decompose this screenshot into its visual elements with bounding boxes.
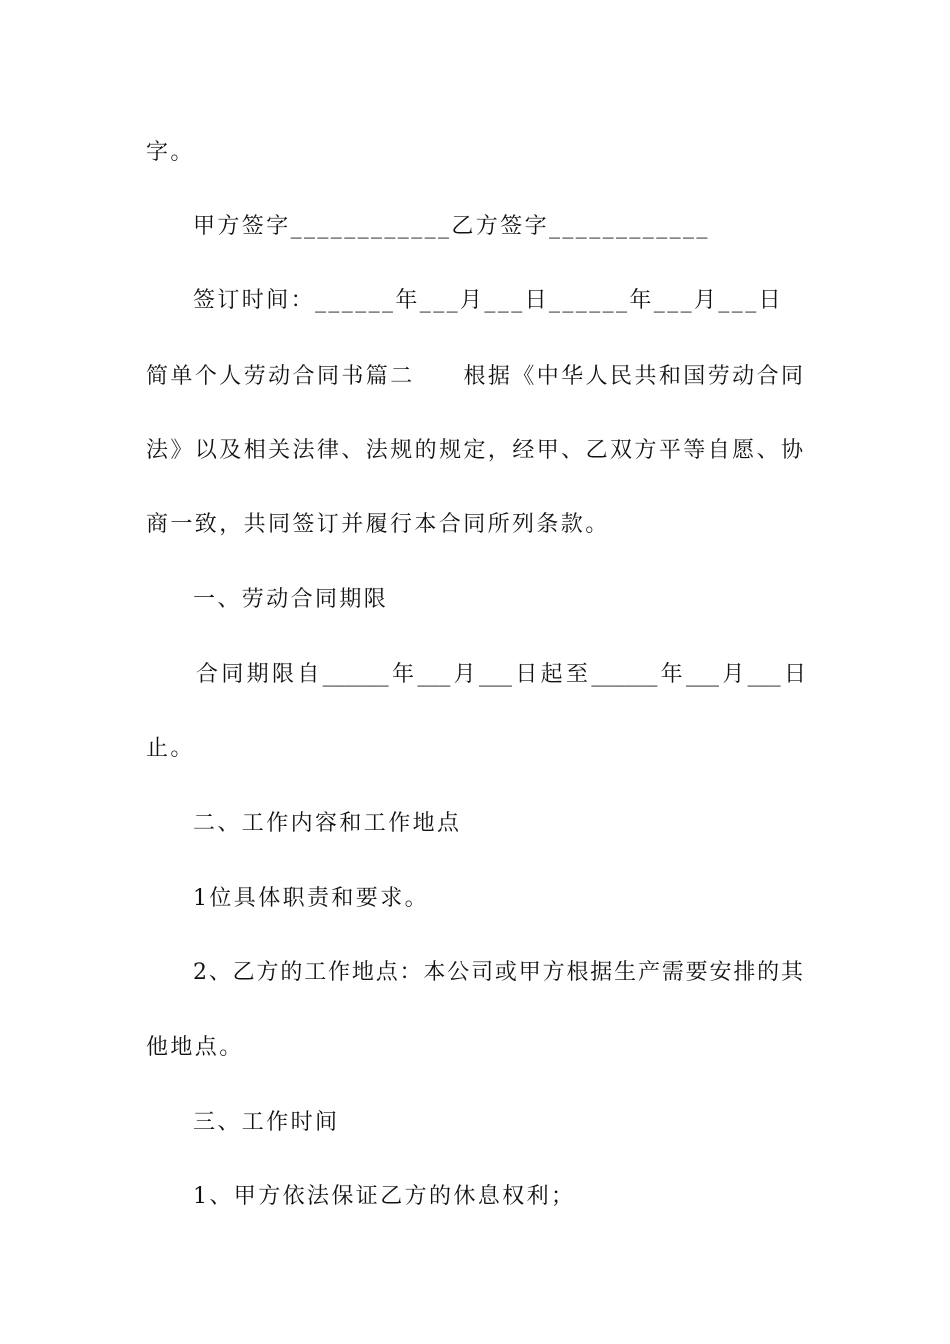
paragraph-line: 法》以及相关法律、法规的规定，经甲、乙双方平等自愿、协 — [146, 438, 803, 463]
section-title-line: 简单个人劳动合同书篇二 根据《中华人民共和国劳动合同 — [146, 364, 803, 389]
paragraph-line: 2、乙方的工作地点：本公司或甲方根据生产需要安排的其 — [193, 960, 803, 985]
clause-heading: 二、工作内容和工作地点 — [193, 811, 462, 836]
paragraph-line: 1位具体职责和要求。 — [193, 886, 429, 911]
signature-line: 甲方签字____________乙方签字____________ — [193, 214, 710, 239]
clause-heading: 三、工作时间 — [193, 1110, 340, 1135]
contract-term-line: 合同期限自______年___月___日起至______年___月___日 — [196, 662, 806, 687]
paragraph-line: 1、甲方依法保证乙方的休息权利； — [193, 1184, 576, 1209]
paragraph-line: 他地点。 — [146, 1035, 244, 1060]
clause-heading: 一、劳动合同期限 — [193, 587, 389, 612]
paragraph-line: 止。 — [146, 736, 195, 761]
paragraph-line: 字。 — [146, 140, 195, 165]
signing-date-line: 签订时间：______年___月___日______年___月___日 — [193, 288, 784, 313]
paragraph-line: 商一致，共同签订并履行本合同所列条款。 — [146, 512, 610, 537]
